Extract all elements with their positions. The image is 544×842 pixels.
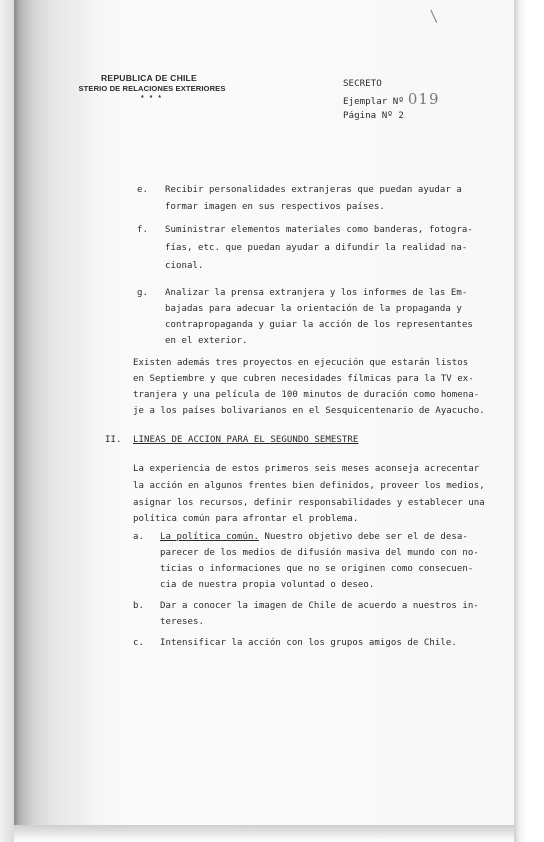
item-line: cia de nuestra propia voluntad o deseo. — [160, 580, 375, 590]
secret-label: SECRETO — [343, 78, 382, 89]
item-letter: b. — [133, 601, 144, 611]
item-letter: g. — [137, 288, 148, 298]
letterhead-ministry: STERIO DE RELACIONES EXTERIORES — [78, 84, 226, 93]
paragraph-line: Existen además tres proyectos en ejecución que estarán listos — [133, 358, 469, 368]
paragraph-line: en Septiembre y que cubren necesidades fílmicas para la TV ex- — [133, 374, 474, 384]
paragraph-line: La experiencia de estos primeros seis meses aconseja acrecentar — [133, 464, 480, 474]
item-a-first-rest: Nuestro objetivo debe ser el de desa- — [258, 532, 468, 542]
section-title: LINEAS DE ACCION PARA EL SEGUNDO SEMESTRE — [133, 435, 359, 445]
item-line: Suministrar elementos materiales como banderas, fotogra- — [165, 225, 473, 235]
page-number: Página Nº 2 — [343, 110, 404, 121]
item-line: Recibir personalidades extranjeras que puedan ayudar a — [165, 185, 462, 195]
paragraph-line: je a los países bolivarianos en el Sesquicentenario de Ayacucho. — [133, 406, 485, 416]
item-line: Intensificar la acción con los grupos amigos de Chile. — [160, 638, 457, 648]
letterhead — [72, 73, 232, 102]
item-line: cional. — [165, 261, 204, 271]
item-line: contrapropaganda y guiar la acción de los representantes — [165, 320, 473, 330]
letterhead-country: REPUBLICA DE CHILE — [101, 73, 197, 83]
item-a-first-line — [160, 532, 468, 542]
document-page — [74, 0, 514, 842]
paragraph-line: la acción en algunos frentes bien definidos, proveer los medios, — [133, 481, 485, 491]
paragraph-line: política común para afrontar el problema. — [133, 514, 359, 524]
paragraph-line: tranjera y una película de 100 minutos de duración como homena- — [133, 390, 480, 400]
item-line: formar imagen en sus respectivos países. — [165, 202, 385, 212]
item-line: bajadas para adecuar la orientación de la propaganda y — [165, 304, 462, 314]
classification-block — [343, 77, 440, 124]
item-line: Dar a conocer la imagen de Chile de acuerdo a nuestros in- — [160, 601, 479, 611]
item-letter: f. — [137, 225, 148, 235]
paragraph-line: asignar los recursos, definir responsabilidades y establecer una — [133, 498, 485, 508]
item-letter: e. — [137, 185, 148, 195]
section-numeral: II. — [105, 435, 122, 445]
copy-label: Ejemplar Nº — [343, 95, 404, 107]
item-letter: a. — [133, 532, 144, 542]
page-edge-right — [514, 0, 544, 842]
scanner-edge-left — [0, 0, 14, 842]
copy-line — [343, 89, 440, 110]
item-line: fías, etc. que puedan ayudar a difundir la realidad na- — [165, 243, 468, 253]
item-line: Analizar la prensa extranjera y los informes de las Em- — [165, 288, 468, 298]
letterhead-stars: * * * — [140, 95, 164, 102]
binding-shadow — [14, 0, 74, 842]
item-a-title: La política común. — [160, 532, 259, 542]
item-line: en el exterior. — [165, 336, 248, 346]
item-line: parecer de los medios de difusión masiva del mundo con no- — [160, 548, 479, 558]
page-edge-bottom — [14, 825, 514, 842]
item-letter: c. — [133, 638, 144, 648]
copy-number: 019 — [407, 89, 440, 108]
item-line: ticias o informaciones que no se originen como consecuen- — [160, 564, 474, 574]
item-line: tereses. — [160, 617, 204, 627]
